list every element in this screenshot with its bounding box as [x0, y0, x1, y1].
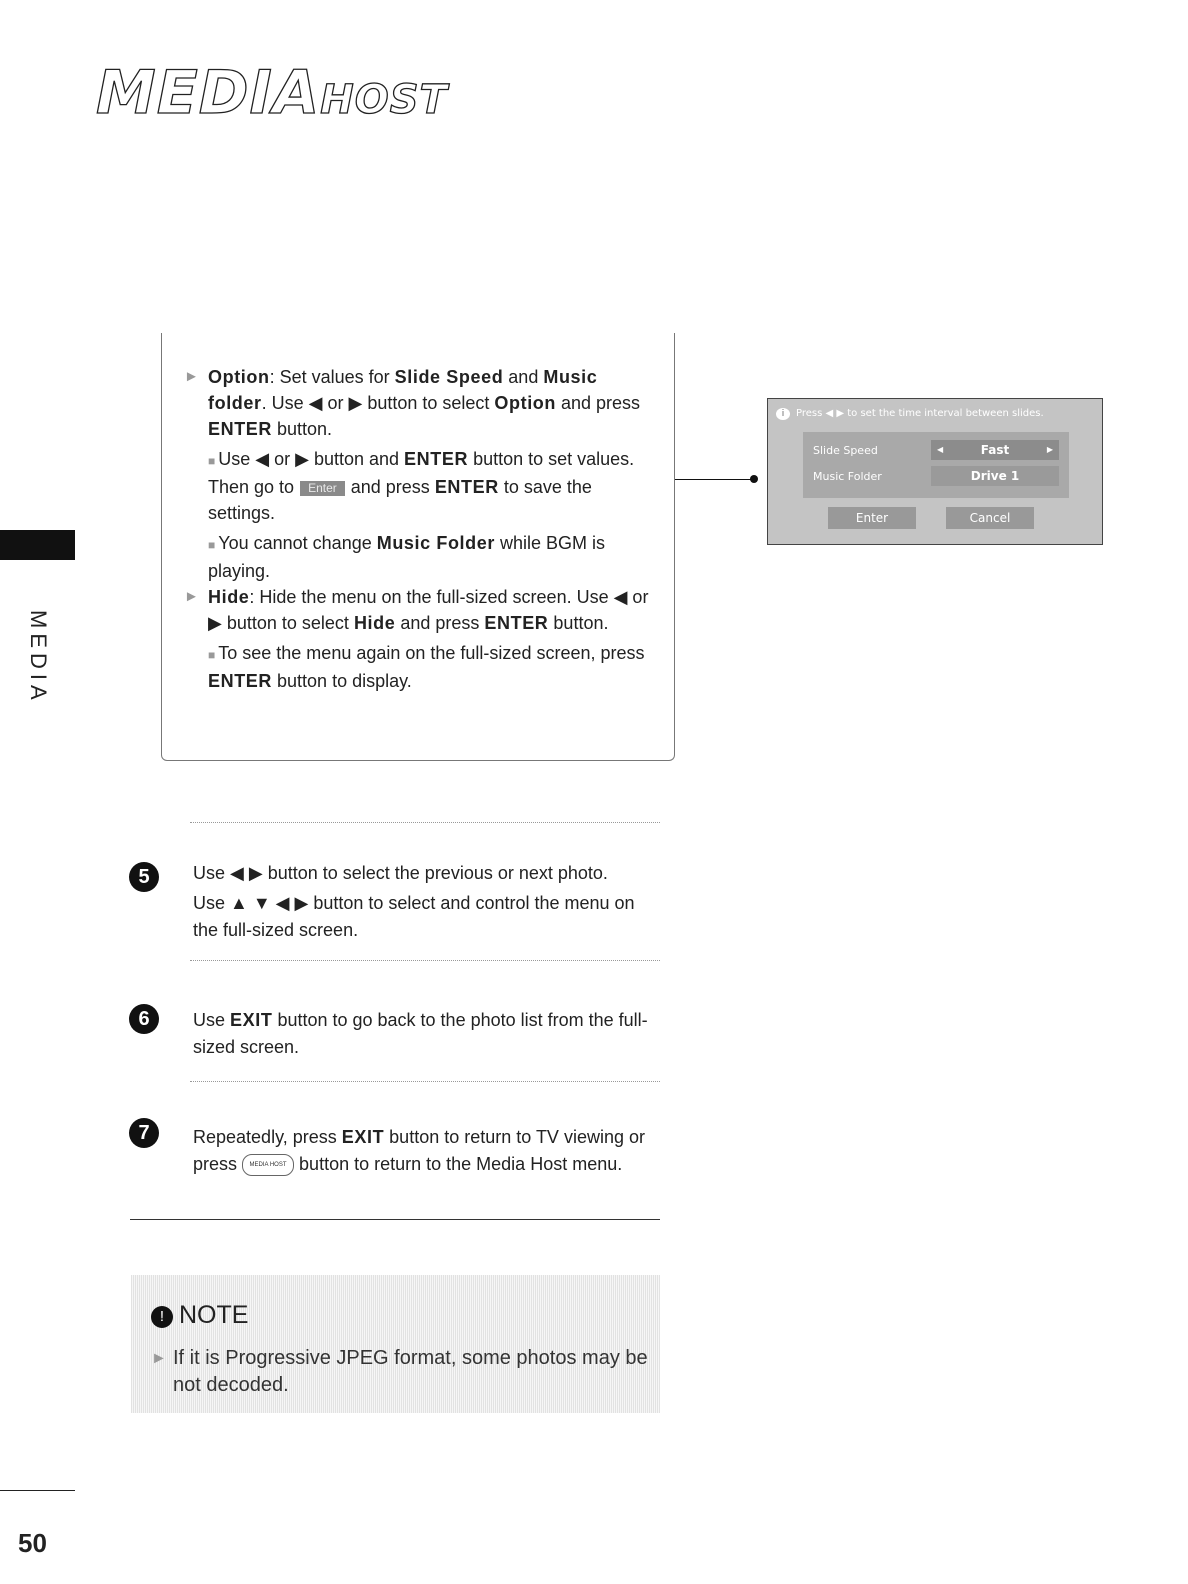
callout-dot — [750, 475, 758, 483]
step-number-6: 6 — [129, 1004, 159, 1034]
arrow-right-icon: ► — [184, 588, 199, 605]
side-tab-label: MEDIA — [26, 609, 51, 705]
separator — [190, 960, 660, 961]
option-description — [184, 364, 658, 694]
enter-button-chip: Enter — [300, 481, 345, 496]
note-text: ► If it is Progressive JPEG format, some photos may be not decoded. — [151, 1347, 648, 1396]
step-number-7: 7 — [129, 1118, 159, 1148]
arrow-left-icon: ◀ — [937, 445, 944, 454]
title-media: MEDIA — [96, 58, 321, 128]
arrow-right-icon: ► — [184, 368, 199, 385]
separator — [190, 1081, 660, 1082]
step-6-text: Use EXIT button to go back to the photo list from the full-sized screen. — [193, 1010, 648, 1057]
osd-label-slide-speed: Slide Speed — [813, 444, 878, 457]
arrow-right-icon: ► — [151, 1350, 167, 1367]
media-host-button-icon: MEDIA HOST — [242, 1154, 294, 1176]
osd-help-message: i Press ◀ ▶ to set the time interval between slides. — [776, 408, 1044, 420]
osd-cancel-button[interactable]: Cancel — [946, 507, 1034, 529]
option-subnote-bgm: ■ You cannot change Music Folder while BGM is playing. — [208, 533, 605, 581]
page-title — [96, 58, 448, 128]
note-box — [131, 1275, 660, 1413]
step-7-text: Repeatedly, press EXIT button to return to TV viewing or press MEDIA HOST button to return to the Media Host menu. — [193, 1124, 663, 1178]
side-tab-marker — [0, 530, 75, 560]
osd-option-menu — [767, 398, 1103, 545]
separator — [190, 822, 660, 823]
osd-enter-button[interactable]: Enter — [828, 507, 916, 529]
exclamation-icon: ! — [151, 1306, 173, 1328]
osd-music-folder-selector[interactable]: Drive 1 — [931, 466, 1059, 486]
osd-settings-panel — [803, 432, 1069, 498]
option-item: ► Option: Set values for Slide Speed and Music folder. Use ◀ or ▶ button to select Option and press ENTER button. — [184, 364, 658, 442]
square-bullet-icon: ■ — [208, 454, 216, 468]
osd-slide-speed-selector[interactable]: ◀ Fast ▶ — [931, 440, 1059, 460]
square-bullet-icon: ■ — [208, 538, 216, 552]
note-heading: ! NOTE — [151, 1301, 248, 1330]
arrow-right-icon: ▶ — [1046, 445, 1053, 454]
option-subnote-set-values: ■ Use ◀ or ▶ button and ENTER button to set values. Then go to Enter and press ENTER to save the settings. — [208, 449, 635, 523]
page-number-rule — [0, 1490, 75, 1491]
section-rule — [130, 1219, 660, 1220]
callout-line — [675, 479, 753, 480]
page-number: 50 — [18, 1528, 47, 1558]
osd-label-music-folder: Music Folder — [813, 470, 882, 483]
step-5-text: Use ◀ ▶ button to select the previous or next photo. Use ▲ ▼ ◀ ▶ button to select and control the menu on the full-sized screen. — [193, 863, 635, 940]
hide-item: ► Hide: Hide the menu on the full-sized screen. Use ◀ or ▶ button to select Hide and press ENTER button. — [184, 584, 658, 636]
title-host: HOST — [320, 77, 448, 123]
square-bullet-icon: ■ — [208, 648, 216, 662]
hide-subnote: ■ To see the menu again on the full-sized screen, press ENTER button to display. — [208, 643, 645, 691]
step-number-5: 5 — [129, 862, 159, 892]
info-icon: i — [776, 408, 790, 420]
